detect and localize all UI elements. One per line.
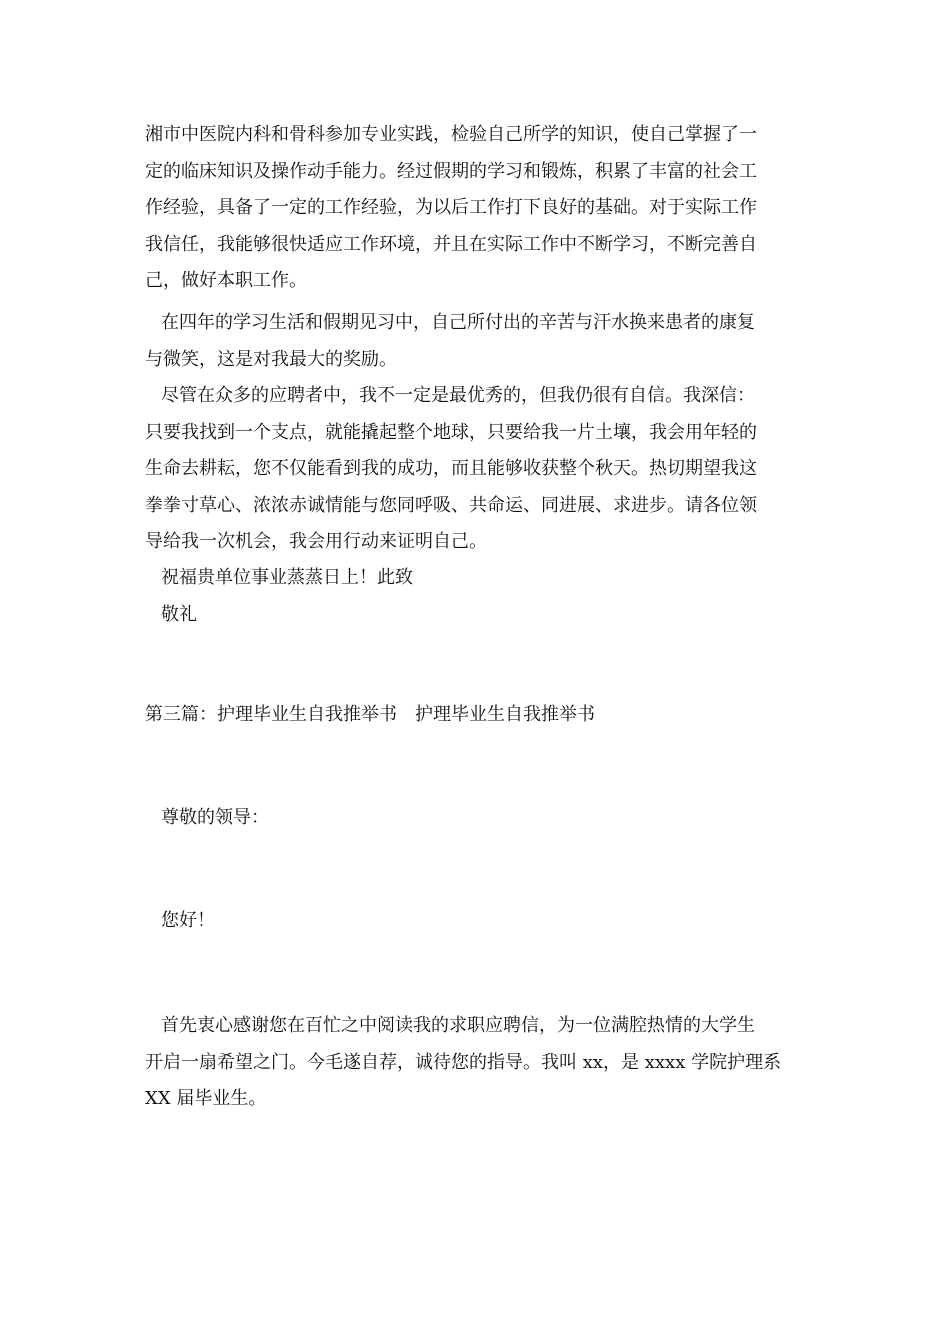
- text-line: 开启一扇希望之门。今毛遂自荐，诚待您的指导。我叫 xx，是 xxxx 学院护理系: [145, 1051, 782, 1073]
- text-line: 定的临床知识及操作动手能力。经过假期的学习和锻炼，积累了丰富的社会工: [145, 160, 757, 182]
- closing-salute: 敬礼: [161, 603, 197, 625]
- reward-paragraph: [145, 305, 815, 378]
- salutation: 尊敬的领导：: [161, 807, 269, 828]
- text-line: 生命去耕耘，您不仅能看到我的成功，而且能够收获整个秋天。热切期望我这: [145, 458, 757, 479]
- continuation-paragraph: [145, 117, 815, 300]
- text-line: 首先衷心感谢您在百忙之中阅读我的求职应聘信，为一位满腔热情的大学生: [161, 1015, 755, 1036]
- text-line: 导给我一次机会，我会用行动来证明自己。: [145, 531, 487, 552]
- text-line: 在四年的学习生活和假期见习中，自己所付出的辛苦与汗水换来患者的康复: [161, 312, 755, 333]
- text-line: 拳拳寸草心、浓浓赤诚情能与您同呼吸、共命运、同进展、求进步。请各位领: [145, 494, 757, 516]
- closing-wish: 祝福贵单位事业蒸蒸日上！此致: [161, 567, 413, 588]
- text-line: 己，做好本职工作。: [145, 270, 307, 291]
- text-line: 与微笑，这是对我最大的奖励。: [145, 348, 397, 370]
- salutation-block: [145, 800, 815, 837]
- text-line: 只要我找到一个支点，就能撬起整个地球，只要给我一片土壤，我会用年轻的: [145, 421, 757, 443]
- greeting-block: [145, 903, 815, 940]
- text-line: 我信任，我能够很快适应工作环境，并且在实际工作中不断学习，不断完善自: [145, 233, 757, 255]
- closing-block: [145, 560, 815, 633]
- text-line: 尽管在众多的应聘者中，我不一定是最优秀的，但我仍很有自信。我深信：: [161, 385, 755, 406]
- text-line: XX 届毕业生。: [145, 1088, 267, 1109]
- intro-paragraph: [145, 1008, 815, 1118]
- text-line: 湘市中医院内科和骨科参加专业实践，检验自己所学的知识，使自己掌握了一: [145, 124, 757, 145]
- section-heading: [145, 697, 815, 734]
- confidence-paragraph: [145, 378, 815, 561]
- greeting: 您好！: [161, 910, 215, 931]
- section-three-heading: 第三篇：护理毕业生自我推举书 护理毕业生自我推举书: [145, 704, 595, 725]
- text-line: 作经验，具备了一定的工作经验，为以后工作打下良好的基础。对于实际工作: [145, 197, 757, 218]
